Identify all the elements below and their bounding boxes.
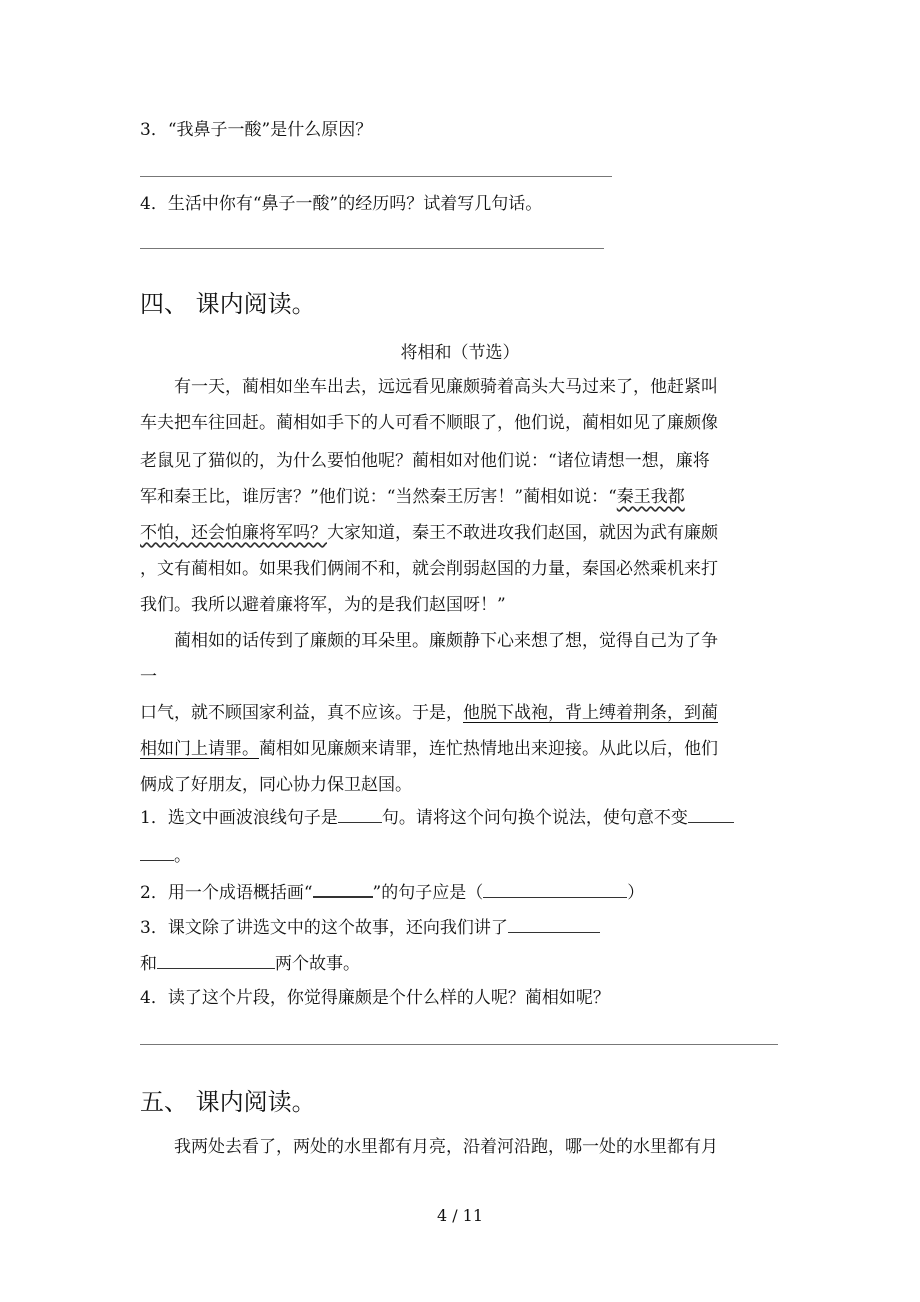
- passage-line-11: [140, 734, 780, 759]
- wavy-sentence-end: 不怕，还会怕廉将军吗？: [140, 523, 327, 543]
- passage-line-7: 我们。我所以避着廉将军，为的是我们赵国呀！”: [140, 595, 506, 615]
- blank-rewrite-part-1[interactable]: [688, 806, 734, 823]
- question-text: 两个故事。: [275, 954, 360, 974]
- passage-text: 军和秦王比，谁厉害？”他们说：“当然秦王厉害！”蔺相如说：“: [140, 487, 617, 507]
- passage-line-5: [140, 518, 780, 543]
- passage-line-2: 车夫把车往回赶。蔺相如手下的人可看不顺眼了，他们说，蔺相如见了廉颇像: [140, 413, 718, 433]
- sec4-question-1-cont: [140, 844, 191, 866]
- question-text: 3．课文除了讲选文中的这个故事，还向我们讲了: [140, 918, 508, 938]
- question-text: ）: [627, 883, 645, 903]
- question-text: ”的句子应是（: [372, 883, 484, 903]
- question-4: 4．生活中你有“鼻子一酸”的经历吗？试着写几句话。: [140, 194, 543, 214]
- passage-line-4: [140, 482, 780, 507]
- blank-story-1[interactable]: [508, 916, 600, 933]
- passage-text: 口气，就不顾国家利益，真不应该。于是，: [140, 703, 463, 723]
- passage-line-6: ，文有蔺相如。如果我们俩闹不和，就会削弱赵国的力量，秦国必然乘机来打: [140, 559, 718, 579]
- answer-line-sec4-q4[interactable]: [140, 1044, 778, 1045]
- page-number: 4 / 11: [436, 1206, 484, 1225]
- underlined-sentence-end: 相如门上请罪。: [140, 739, 259, 759]
- question-text: 2．用一个成语概括画“: [140, 883, 313, 903]
- passage-line-10: [140, 698, 780, 723]
- sec4-question-2: [140, 880, 644, 903]
- blank-marked-sentence[interactable]: [313, 880, 373, 898]
- section-4-heading: 四、 课内阅读。: [140, 290, 316, 318]
- wavy-sentence-start: 秦王我都: [616, 487, 685, 507]
- passage-text: 大家知道，秦王不敢进攻我们赵国，就因为武有廉颇: [327, 523, 718, 543]
- passage-line-1: 有一天，蔺相如坐车出去，远远看见廉颇骑着高头大马过来了，他赶紧叫: [174, 377, 718, 397]
- sec4-question-4: 4．读了这个片段，你觉得廉颇是个什么样的人呢？蔺相如呢？: [140, 988, 610, 1008]
- passage-text: 蔺相如见廉颇来请罪，连忙热情地出来迎接。从此以后，他们: [259, 739, 718, 759]
- question-text: 。: [174, 846, 191, 866]
- underlined-sentence-start: 他脱下战袍，背上缚着荆条，到蔺: [463, 703, 718, 723]
- question-text: 和: [140, 954, 157, 974]
- answer-line-3[interactable]: [140, 176, 612, 177]
- blank-rewrite-part-2[interactable]: [140, 844, 174, 861]
- passage-line-9: 一: [140, 667, 157, 687]
- section-5-heading: 五、 课内阅读。: [140, 1088, 316, 1116]
- sec4-question-1: [140, 806, 734, 828]
- sec4-question-3-cont: [140, 952, 360, 974]
- passage-title: 将相和（节选）: [400, 343, 520, 363]
- blank-sentence-type[interactable]: [338, 806, 382, 823]
- question-text: 句。请将这个问句换个说法，使句意不变: [381, 808, 688, 828]
- passage-line-3: 老鼠见了猫似的，为什么要怕他呢？蔺相如对他们说：“诸位请想一想，廉将: [140, 451, 710, 471]
- blank-story-2[interactable]: [157, 952, 275, 969]
- blank-idiom[interactable]: [483, 881, 627, 898]
- answer-line-4[interactable]: [140, 248, 604, 249]
- passage-line-12: 俩成了好朋友，同心协力保卫赵国。: [140, 775, 412, 795]
- passage-line-8: 蔺相如的话传到了廉颇的耳朵里。廉颇静下心来想了想，觉得自己为了争: [174, 631, 718, 651]
- section-5-passage-line-1: 我两处去看了，两处的水里都有月亮，沿着河沿跑，哪一处的水里都有月: [174, 1137, 718, 1157]
- question-text: 1．选文中画波浪线句子是: [140, 808, 338, 828]
- question-3: 3．“我鼻子一酸”是什么原因？: [140, 120, 373, 140]
- sec4-question-3: [140, 916, 600, 938]
